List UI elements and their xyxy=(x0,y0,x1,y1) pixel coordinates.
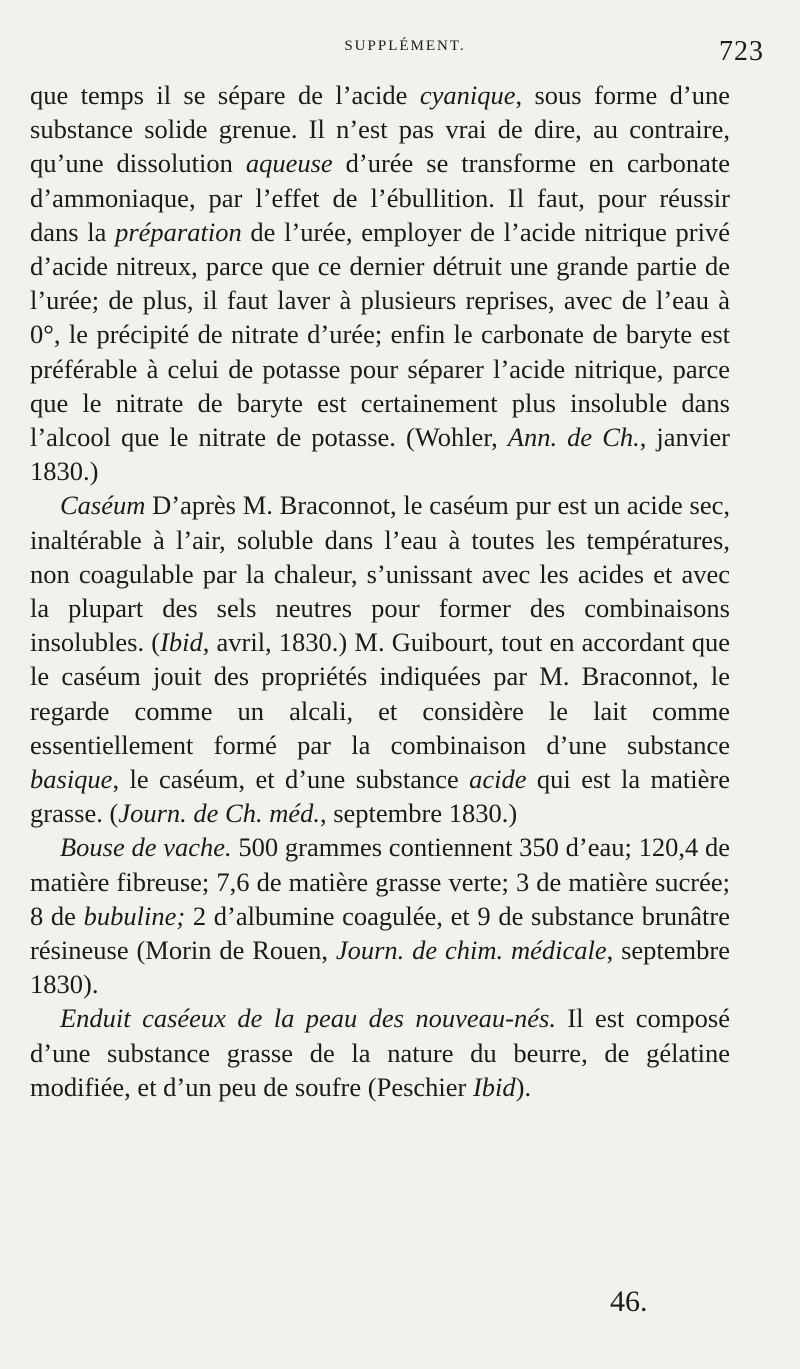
italic-run: Ibid xyxy=(160,627,203,658)
italic-run: Journ. de chim. médicale xyxy=(335,935,607,966)
italic-run: Ann. de Ch. xyxy=(507,422,640,453)
text-run: 500 grammes contiennent 350 d’eau; 120,4 de matière fibreuse; 7,6 de matière grasse verte; 3 de matière sucrée; 8 de xyxy=(30,832,731,931)
page-number: 723 xyxy=(719,36,764,67)
italic-run: bubuline; xyxy=(83,900,186,931)
italic-run: basique xyxy=(30,764,113,795)
text-run: , avril, 1830.) M. Guibourt, tout en accordant que le caséum jouit des propriétés indiquées par M. Braconnot, le regarde comme un alcali, et considère le lait comme essentiellement formé par la combinaison d’une substance xyxy=(30,627,730,760)
text-run: Il est composé d’une substance grasse de la nature du beurre, de gélatine modifiée, et d’un peu de soufre (Peschier xyxy=(30,1003,730,1102)
text-run: , le caséum, et d’une substance xyxy=(112,764,470,795)
entry-heading: Enduit caséeux de la peau des nouveau-nés. xyxy=(60,1003,556,1034)
paragraph-enduit-caseeux xyxy=(30,1001,730,1104)
italic-run: Journ. de Ch. méd. xyxy=(118,798,320,829)
paragraph-caseum xyxy=(30,488,730,830)
paragraph-urea xyxy=(30,78,730,488)
text-run: d’urée se transforme en carbonate d’ammoniaque, par l’effet de l’ébullition. Il faut, pour réussir dans la xyxy=(30,148,730,247)
signature-mark: 46. xyxy=(610,1285,648,1318)
italic-run: cyanique xyxy=(419,80,516,110)
paragraph-bouse-de-vache xyxy=(30,830,730,1001)
text-run: D’après M. Braconnot, le caséum pur est un acide sec, inaltérable à l’air, soluble dans l’eau à toutes les températures, non coagulable par la chaleur, s’unissant avec les acides et avec la plupart des sels neutres pour former des combinaisons insolubles. ( xyxy=(30,490,730,658)
body-text xyxy=(30,78,730,1104)
italic-run: aqueuse xyxy=(245,148,333,179)
page-header xyxy=(30,30,770,80)
italic-run: préparation xyxy=(115,216,242,247)
italic-run: Ibid xyxy=(472,1071,516,1102)
text-run: , janvier 1830.) xyxy=(30,422,731,487)
entry-heading: Bouse de vache. xyxy=(60,832,232,863)
text-run: 2 d’albumine coagulée, et 9 de substance brunâtre résineuse (Morin de Rouen, xyxy=(30,900,731,966)
text-run: ). xyxy=(515,1071,532,1102)
text-run: de l’urée, employer de l’acide nitrique privé d’acide nitreux, parce que ce dernier détruit une grande partie de l’urée; de plus, il faut laver à plusieurs reprises, avec de l’eau à 0°, le précipité de nitrate d’urée; enfin le carbonate de baryte est préférable à celui de potasse pour séparer l’acide nitrique, parce que le nitrate de baryte est certainement plus insoluble dans l’alcool que le nitrate de potasse. (Wohler, xyxy=(30,216,730,453)
text-run: , sous forme d’une substance solide grenue. Il n’est pas vrai de dire, au contraire, qu’une dissolution xyxy=(30,80,730,179)
text-run: , septembre 1830). xyxy=(30,935,731,1000)
text-run: , septembre 1830.) xyxy=(319,798,518,829)
entry-heading: Caséum xyxy=(60,490,146,521)
text-run: que temps il se sépare de l’acide xyxy=(30,80,420,110)
running-head: SUPPLÉMENT. xyxy=(344,38,466,54)
italic-run: acide xyxy=(469,764,527,795)
text-run: qui est la matière grasse. ( xyxy=(30,764,730,829)
